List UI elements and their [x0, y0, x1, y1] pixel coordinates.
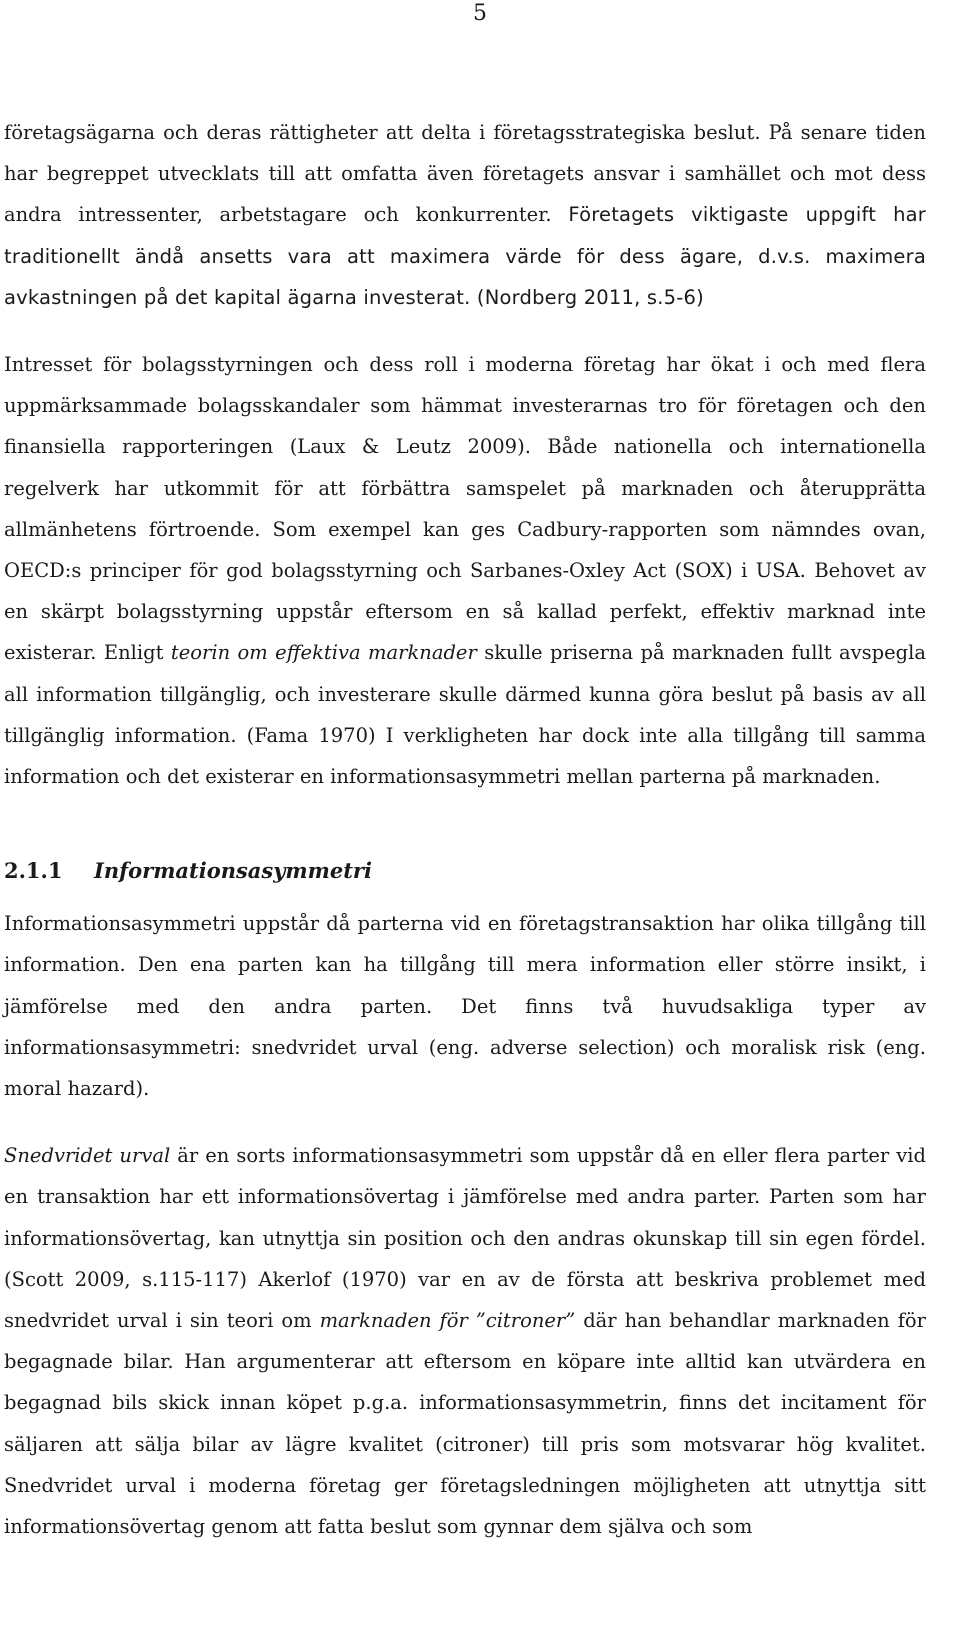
document-body	[4, 112, 926, 1547]
paragraph-corporate-governance-intro	[4, 112, 926, 318]
paragraph-text: är en sorts informationsasymmetri som uppstår då en eller flera parter vid en transaktion har ett informationsövertag i jämförelse med andra parter. Parten som har informationsövertag, kan utnyttja sin position och den andras okunskap till sin egen fördel. (Scott 2009, s.115-117) Akerlof (1970) var en av de första att beskriva problemet med snedvridet urval i sin teori om	[4, 1144, 926, 1333]
paragraph-text: företagsägarna och deras rättigheter att delta i företagsstrategiska beslut. På senare tiden har begreppet utvecklats till att omfatta även företagets ansvar i samhället och mot dess andra intressenter, arbetstagare och konkurrenter.	[4, 121, 926, 227]
paragraph-governance-interest	[4, 344, 926, 797]
paragraph-information-asymmetry	[4, 903, 926, 1109]
section-heading	[4, 851, 926, 891]
emphasized-term: marknaden för ”citroner”	[319, 1309, 576, 1333]
section-title: Informationsasymmetri	[94, 858, 372, 884]
paragraph-adverse-selection	[4, 1135, 926, 1547]
paragraph-text-sans: Företagets viktigaste uppgift har traditionellt ändå ansetts vara att maximera värde för dess ägare, d.v.s. maximera avkastningen på det kapital ägarna investerat. (Nordberg 2011, s.5-6)	[4, 203, 926, 309]
emphasized-term: teorin om effektiva marknader	[170, 641, 477, 665]
paragraph-text: Informationsasymmetri uppstår då parterna vid en företagstransaktion har olika tillgång till information. Den ena parten kan ha tillgång till mera information eller större insikt, i jämförelse med den andra parten. Det finns två huvudsakliga typer av informationsasymmetri: snedvridet urval (eng. adverse selection) och moralisk risk (eng. moral hazard).	[4, 912, 926, 1101]
paragraph-text: Intresset för bolagsstyrningen och dess roll i moderna företag har ökat i och med flera uppmärksammade bolagsskandaler som hämmat investerarnas tro för företagen och den finansiella rapporteringen (Laux & Leutz 2009). Både nationella och internationella regelverk har utkommit för att förbättra samspelet på marknaden och återupprätta allmänhetens förtroende. Som exempel kan ges Cadbury-rapporten som nämndes ovan, OECD:s principer för god bolagsstyrning och Sarbanes-Oxley Act (SOX) i USA. Behovet av en skärpt bolagsstyrning uppstår eftersom en så kallad perfekt, effektiv marknad inte existerar. Enligt	[4, 353, 926, 665]
paragraph-text: skulle priserna på marknaden fullt avspegla all information tillgänglig, och investerare skulle därmed kunna göra beslut på basis av all tillgänglig information. (Fama 1970) I verkligheten har dock inte alla tillgång till samma information och det existerar en informationsasymmetri mellan parterna på marknaden.	[4, 641, 926, 789]
emphasized-term: Snedvridet urval	[4, 1144, 171, 1168]
section-number: 2.1.1	[4, 858, 63, 884]
page-number: 5	[473, 1, 487, 26]
paragraph-text: där han behandlar marknaden för begagnade bilar. Han argumenterar att eftersom en köpare inte alltid kan utvärdera en begagnad bils skick innan köpet p.g.a. informationsasymmetrin, finns det incitament för säljaren att sälja bilar av lägre kvalitet (citroner) till pris som motsvarar hög kvalitet. Snedvridet urval i moderna företag ger företagsledningen möjligheten att utnyttja sitt informationsövertag genom att fatta beslut som gynnar dem själva och som	[4, 1309, 926, 1539]
